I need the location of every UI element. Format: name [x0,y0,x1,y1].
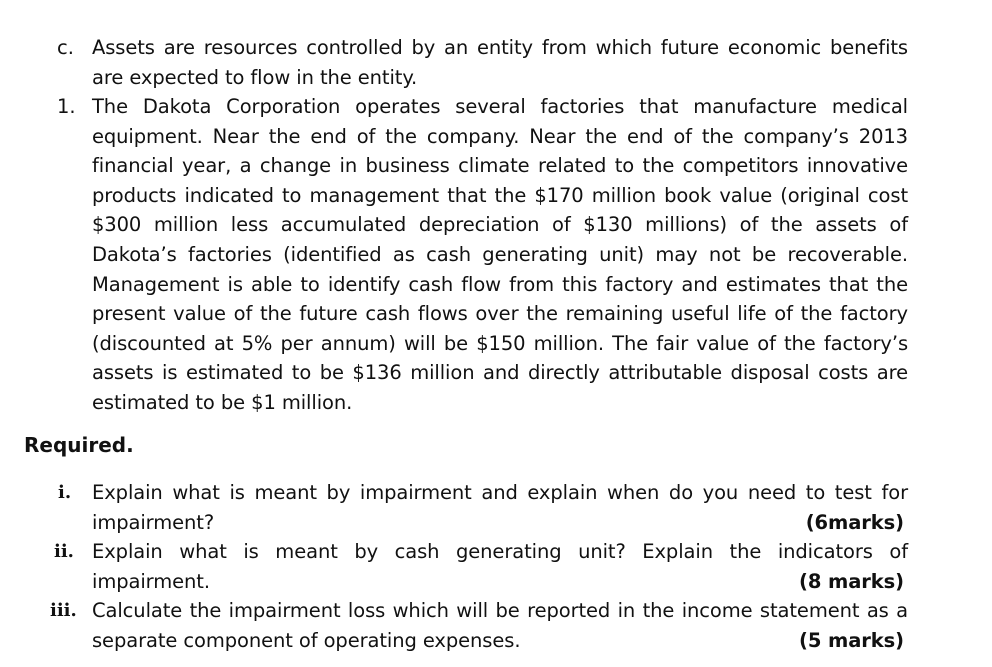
item-1-text: The Dakota Corporation operates several factories that manufacture medical equipment. Near the end of the company. Near the end of the company’s 2013 financial year, a change in business climate related to the competitors innovative products indicated to management that the $170 million book value (original cost $300 million less accumulated depreciation of $130 millions) of the assets of Dakota’s factories (identified as cash generating unit) may not be recoverable. Management is able to identify cash flow from this factory and estimates that the present value of the future cash flows over the remaining useful life of the factory (discounted at 5% per annum) will be $150 million. The fair value of the factory’s assets is estimated to be $136 million and directly attributable disposal costs are estimated to be $1 million. [92,95,908,414]
question-ii [92,537,908,596]
question-i-line2: impairment? [92,510,215,534]
question-i [92,478,908,537]
question-i-marker: i. [58,482,72,503]
question-iii-line2: separate component of operating expenses. [92,628,521,652]
question-i-line1: Explain what is meant by impairment and explain when do you need to test for [92,481,908,504]
question-ii-line2: impairment. [92,569,210,593]
item-c-marker: c. [57,36,74,59]
question-ii-marks: (8 marks) [799,569,904,593]
question-i-line2-row [92,508,908,538]
question-iii-line1: Calculate the impairment loss which will be reported in the income statement as a [92,599,908,622]
question-ii-marker: ii. [54,541,74,562]
question-iii-marker: iii. [50,600,77,621]
question-iii [92,596,908,655]
question-ii-line2-row [92,567,908,597]
required-heading: Required. [24,433,134,457]
item-1-marker: 1. [57,95,76,118]
item-c-text: Assets are resources controlled by an entity from which future economic benefits are expected to flow in the entity. [92,36,908,89]
question-ii-line1: Explain what is meant by cash generating unit? Explain the indicators of [92,540,908,563]
question-iii-line2-row [92,626,908,656]
question-i-marks: (6marks) [805,510,904,534]
question-iii-marks: (5 marks) [799,628,904,652]
